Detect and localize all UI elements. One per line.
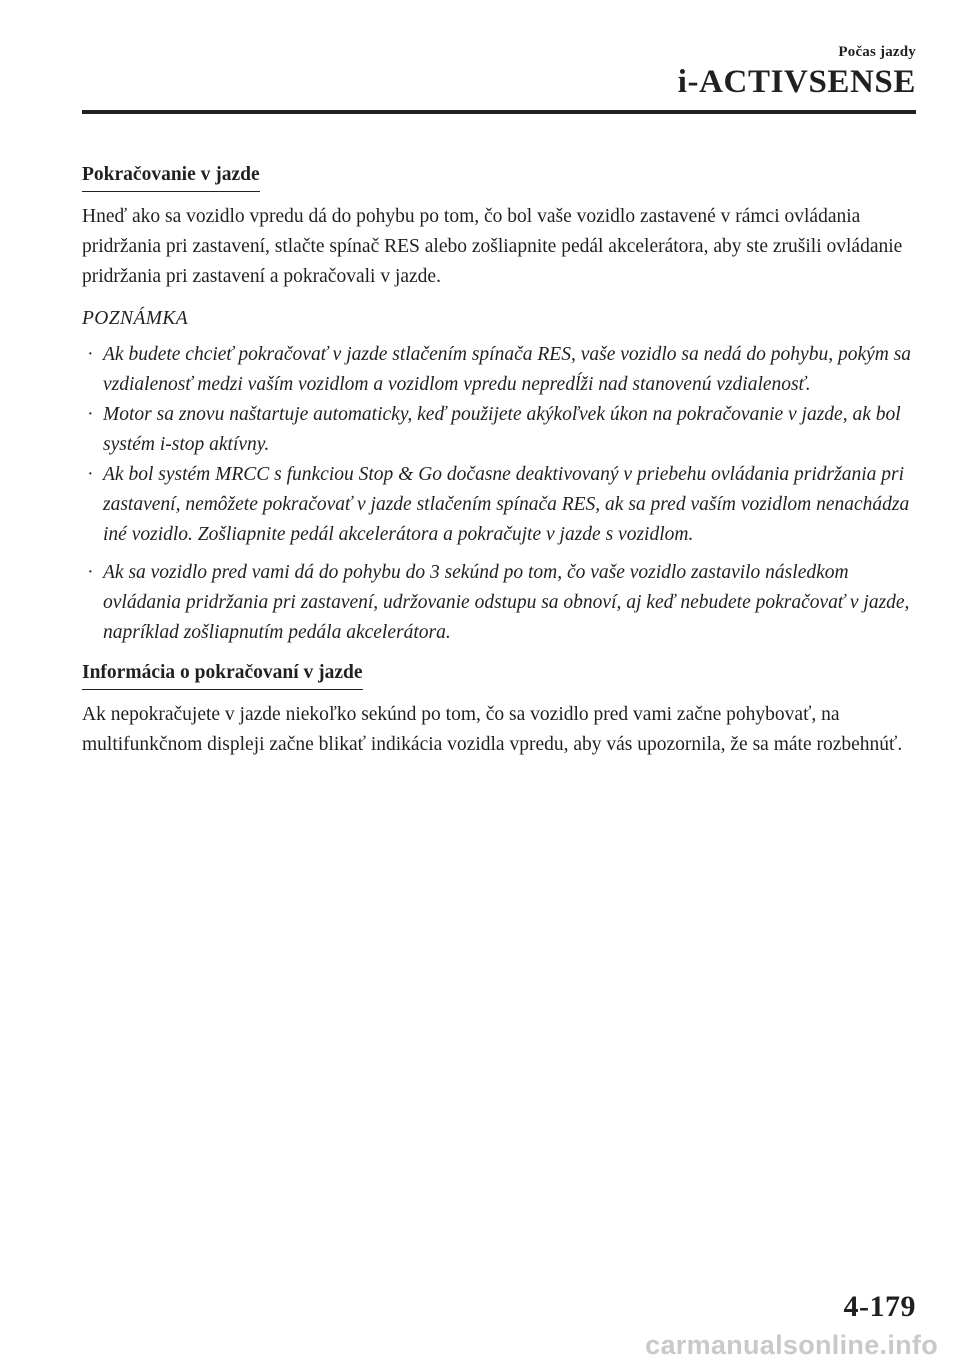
header-divider [82,110,916,114]
note-item-text: Ak bol systém MRCC s funkciou Stop & Go dočasne deaktivovaný v priebehu ovládania pridržania pri zastavení, nemôžete pokračovať v jazde stlačením spínača RES, ak sa pred vaším vozidlom nenachádza iné vozidlo. Zošliapnite pedál akcelerátora a pokračujte v jazde s vozidlom. [103,464,910,545]
section-heading-continue-driving: Pokračovanie v jazde [82,160,260,192]
note-item [82,460,920,550]
bullet-icon: · [88,565,93,580]
page-number: 4-179 [843,1290,916,1323]
section-heading-continue-info: Informácia o pokračovaní v jazde [82,658,363,690]
bullet-icon: · [88,347,93,362]
bullet-icon: · [88,407,93,422]
note-item-text: Ak sa vozidlo pred vami dá do pohybu do 3 sekúnd po tom, čo vaše vozidlo zastavilo následkom ovládania pridržania pri zastavení, udržovanie odstupu sa obnoví, aj keď nebudete pokračovať v jazde, napríklad zošliapnutím pedála akcelerátora. [103,562,910,643]
note-item [82,558,920,648]
section-paragraph-continue-info: Ak nepokračujete v jazde niekoľko sekúnd po tom, čo sa vozidlo pred vami začne pohybovať, na multifunkčnom displeji začne blikať indikácia vozidla vpredu, aby vás upozornila, že sa máte rozbehnúť. [82,704,903,755]
note-label: POZNÁMKA [82,308,189,329]
section-heading-wrapper [82,160,920,192]
chapter-title: Počas jazdy [838,44,916,60]
note-item [82,400,920,460]
page-content [82,160,920,772]
watermark: carmanualsonline.info [645,1330,938,1360]
section-paragraph-continue-driving: Hneď ako sa vozidlo vpredu dá do pohybu po tom, čo bol vaše vozidlo zastavené v rámci ovládania pridržania pri zastavení, stlačte spínač RES alebo zošliapnite pedál akcelerátora, aby ste zrušili ovládanie pridržania pri zastavení a pokračovali v jazde. [82,206,903,287]
note-item-text: Ak budete chcieť pokračovať v jazde stlačením spínača RES, vaše vozidlo sa nedá do pohybu, pokým sa vzdialenosť medzi vaším vozidlom a vozidlom vpredu nepredĺži nad stanovenú vzdialenosť. [103,344,912,395]
bullet-icon: · [88,467,93,482]
note-list [82,340,920,648]
note-item [82,340,920,400]
section-title: i-ACTIVSENSE [677,64,916,100]
note-item-text: Motor sa znovu naštartuje automaticky, keď použijete akýkoľvek úkon na pokračovanie v jazde, ak bol systém i-stop aktívny. [103,404,901,455]
section-heading-wrapper [82,658,920,690]
